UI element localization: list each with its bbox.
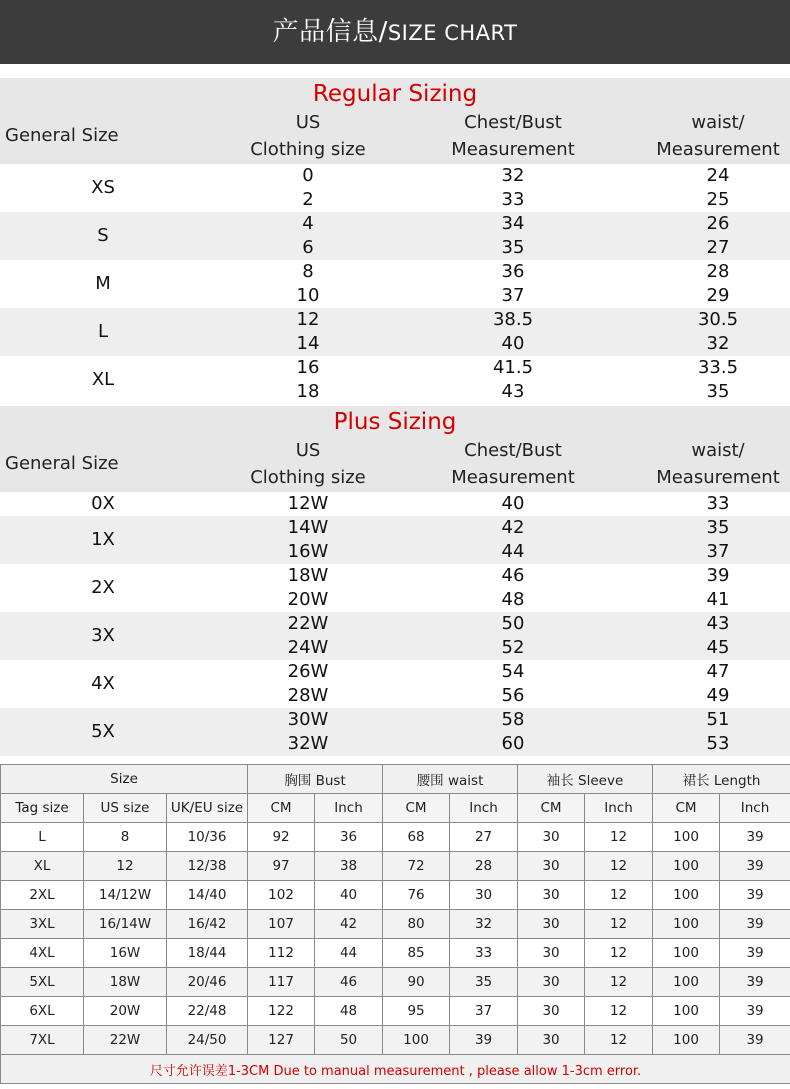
group-header-cell: Size bbox=[1, 765, 248, 794]
table-cell: 30 bbox=[518, 881, 585, 910]
us-header bbox=[208, 108, 408, 163]
table-cell: 5XL bbox=[1, 968, 84, 997]
general-size-value: XS bbox=[91, 177, 115, 198]
measurement-table bbox=[0, 764, 790, 1084]
table-cell: 10/36 bbox=[167, 823, 248, 852]
us-header bbox=[208, 436, 408, 491]
chest-value: 43 bbox=[501, 381, 525, 402]
table-cell: 14/12W bbox=[84, 881, 167, 910]
plus-size-group bbox=[0, 516, 790, 564]
waist-value: 43 bbox=[706, 613, 730, 634]
table-cell: 46 bbox=[315, 968, 383, 997]
chest-value: 34 bbox=[501, 213, 525, 234]
table-cell: 2XL bbox=[1, 881, 84, 910]
table-cell: 72 bbox=[383, 852, 450, 881]
table-cell: 100 bbox=[653, 1026, 720, 1055]
waist-value: 45 bbox=[706, 637, 730, 658]
table-cell: 30 bbox=[518, 910, 585, 939]
us-header-line-2: Clothing size bbox=[250, 139, 366, 160]
us-value: 16 bbox=[296, 357, 320, 378]
table-cell: 12 bbox=[585, 823, 653, 852]
waist-value: 30.5 bbox=[697, 309, 739, 330]
us-value: 18W bbox=[287, 565, 329, 586]
table-cell: 12 bbox=[585, 968, 653, 997]
table-row bbox=[1, 1026, 790, 1055]
table-cell: 80 bbox=[383, 910, 450, 939]
table-cell: 48 bbox=[315, 997, 383, 1026]
table-cell: 39 bbox=[720, 939, 790, 968]
chest-value: 42 bbox=[501, 517, 525, 538]
sub-header-cell: US size bbox=[84, 794, 167, 823]
plus-size-group bbox=[0, 492, 790, 516]
table-cell: 16W bbox=[84, 939, 167, 968]
table-cell: 12/38 bbox=[167, 852, 248, 881]
us-value: 8 bbox=[302, 261, 314, 282]
table-cell: 12 bbox=[585, 939, 653, 968]
table-cell: 4XL bbox=[1, 939, 84, 968]
waist-value: 29 bbox=[706, 285, 730, 306]
regular-size-group bbox=[0, 308, 790, 356]
table-cell: 100 bbox=[653, 852, 720, 881]
table-cell: 100 bbox=[653, 997, 720, 1026]
general-size-value: 2X bbox=[91, 577, 115, 598]
us-value: 0 bbox=[302, 165, 314, 186]
table-cell: 30 bbox=[518, 1026, 585, 1055]
sub-header-cell: UK/EU size bbox=[167, 794, 248, 823]
table-cell: 12 bbox=[84, 852, 167, 881]
chest-value: 33 bbox=[501, 189, 525, 210]
general-size-value: S bbox=[97, 225, 109, 246]
sub-header-cell: Tag size bbox=[1, 794, 84, 823]
waist-header-line-1: waist/ bbox=[691, 440, 745, 461]
us-value: 26W bbox=[287, 661, 329, 682]
table-cell: 30 bbox=[450, 881, 518, 910]
chest-value: 40 bbox=[501, 493, 525, 514]
chest-header-line-2: Measurement bbox=[451, 139, 575, 160]
table-cell: 100 bbox=[653, 910, 720, 939]
table-cell: 22/48 bbox=[167, 997, 248, 1026]
group-header-cell: 胸围 Bust bbox=[248, 765, 383, 794]
table-cell: 50 bbox=[315, 1026, 383, 1055]
table-cell: 37 bbox=[450, 997, 518, 1026]
sub-header-cell: CM bbox=[653, 794, 720, 823]
plus-size-group bbox=[0, 612, 790, 660]
table-sub-header-row bbox=[1, 794, 790, 823]
us-value: 28W bbox=[287, 685, 329, 706]
chest-value: 38.5 bbox=[492, 309, 534, 330]
regular-size-group bbox=[0, 356, 790, 404]
table-cell: 32 bbox=[450, 910, 518, 939]
us-value: 4 bbox=[302, 213, 314, 234]
measurement-note: 尺寸允许误差1-3CM Due to manual measurement , please allow 1-3cm error. bbox=[1, 1055, 790, 1084]
table-cell: 3XL bbox=[1, 910, 84, 939]
chest-value: 56 bbox=[501, 685, 525, 706]
table-cell: 35 bbox=[450, 968, 518, 997]
plus-column-headers bbox=[0, 436, 790, 492]
table-row bbox=[1, 939, 790, 968]
us-value: 20W bbox=[287, 589, 329, 610]
chest-value: 58 bbox=[501, 709, 525, 730]
table-row bbox=[1, 997, 790, 1026]
table-cell: L bbox=[1, 823, 84, 852]
waist-value: 33.5 bbox=[697, 357, 739, 378]
us-value: 32W bbox=[287, 733, 329, 754]
table-cell: 30 bbox=[518, 939, 585, 968]
us-value: 12 bbox=[296, 309, 320, 330]
waist-value: 53 bbox=[706, 733, 730, 754]
table-cell: 39 bbox=[720, 823, 790, 852]
table-cell: 107 bbox=[248, 910, 315, 939]
sub-header-cell: Inch bbox=[585, 794, 653, 823]
table-cell: 16/42 bbox=[167, 910, 248, 939]
chest-value: 52 bbox=[501, 637, 525, 658]
group-header-cell: 裙长 Length bbox=[653, 765, 790, 794]
waist-value: 32 bbox=[706, 333, 730, 354]
table-row bbox=[1, 823, 790, 852]
table-cell: 40 bbox=[315, 881, 383, 910]
waist-value: 37 bbox=[706, 541, 730, 562]
table-cell: 12 bbox=[585, 997, 653, 1026]
general-size-value: M bbox=[95, 273, 111, 294]
table-cell: 12 bbox=[585, 910, 653, 939]
regular-size-group bbox=[0, 164, 790, 212]
table-cell: 112 bbox=[248, 939, 315, 968]
table-cell: 30 bbox=[518, 823, 585, 852]
table-cell: 90 bbox=[383, 968, 450, 997]
waist-value: 25 bbox=[706, 189, 730, 210]
table-cell: 100 bbox=[653, 939, 720, 968]
table-cell: 122 bbox=[248, 997, 315, 1026]
table-cell: 95 bbox=[383, 997, 450, 1026]
us-value: 14 bbox=[296, 333, 320, 354]
table-cell: 28 bbox=[450, 852, 518, 881]
us-value: 24W bbox=[287, 637, 329, 658]
table-cell: 76 bbox=[383, 881, 450, 910]
us-value: 22W bbox=[287, 613, 329, 634]
size-chart-header bbox=[0, 0, 790, 64]
us-header-line-1: US bbox=[295, 440, 321, 461]
waist-value: 39 bbox=[706, 565, 730, 586]
table-cell: 39 bbox=[720, 910, 790, 939]
table-cell: 42 bbox=[315, 910, 383, 939]
table-group-header-row bbox=[1, 765, 790, 794]
chest-value: 36 bbox=[501, 261, 525, 282]
table-cell: 127 bbox=[248, 1026, 315, 1055]
chest-header-line-1: Chest/Bust bbox=[464, 112, 562, 133]
sub-header-cell: CM bbox=[248, 794, 315, 823]
table-cell: 85 bbox=[383, 939, 450, 968]
table-cell: 68 bbox=[383, 823, 450, 852]
table-cell: 38 bbox=[315, 852, 383, 881]
table-cell: 36 bbox=[315, 823, 383, 852]
waist-value: 26 bbox=[706, 213, 730, 234]
chest-value: 48 bbox=[501, 589, 525, 610]
table-cell: 30 bbox=[518, 997, 585, 1026]
chest-value: 40 bbox=[501, 333, 525, 354]
table-cell: 12 bbox=[585, 1026, 653, 1055]
waist-value: 24 bbox=[706, 165, 730, 186]
us-value: 18 bbox=[296, 381, 320, 402]
sub-header-cell: Inch bbox=[450, 794, 518, 823]
chest-value: 60 bbox=[501, 733, 525, 754]
waist-value: 27 bbox=[706, 237, 730, 258]
chest-value: 32 bbox=[501, 165, 525, 186]
table-cell: 6XL bbox=[1, 997, 84, 1026]
waist-header-line-2: Measurement bbox=[656, 139, 780, 160]
sub-header-cell: CM bbox=[518, 794, 585, 823]
table-cell: 7XL bbox=[1, 1026, 84, 1055]
group-header-cell: 袖长 Sleeve bbox=[518, 765, 653, 794]
plus-size-group bbox=[0, 708, 790, 756]
us-value: 14W bbox=[287, 517, 329, 538]
general-size-value: 0X bbox=[91, 493, 115, 514]
general-size-value: L bbox=[97, 321, 109, 342]
table-cell: 39 bbox=[450, 1026, 518, 1055]
table-cell: 39 bbox=[720, 968, 790, 997]
table-cell: 39 bbox=[720, 852, 790, 881]
table-cell: 8 bbox=[84, 823, 167, 852]
general-size-header: General Size bbox=[5, 125, 119, 146]
chest-value: 50 bbox=[501, 613, 525, 634]
general-size-value: 4X bbox=[91, 673, 115, 694]
chest-value: 46 bbox=[501, 565, 525, 586]
sub-header-cell: CM bbox=[383, 794, 450, 823]
chest-header-line-2: Measurement bbox=[451, 467, 575, 488]
us-value: 30W bbox=[287, 709, 329, 730]
general-size-value: XL bbox=[91, 369, 115, 390]
plus-size-group bbox=[0, 564, 790, 612]
table-row bbox=[1, 910, 790, 939]
general-size-value: 1X bbox=[91, 529, 115, 550]
chest-value: 44 bbox=[501, 541, 525, 562]
table-cell: 27 bbox=[450, 823, 518, 852]
chest-header bbox=[413, 436, 613, 491]
table-cell: 18/44 bbox=[167, 939, 248, 968]
chest-value: 41.5 bbox=[492, 357, 534, 378]
sub-header-cell: Inch bbox=[315, 794, 383, 823]
waist-value: 33 bbox=[706, 493, 730, 514]
table-cell: 16/14W bbox=[84, 910, 167, 939]
general-size-value: 3X bbox=[91, 625, 115, 646]
table-cell: 18W bbox=[84, 968, 167, 997]
chest-header bbox=[413, 108, 613, 163]
table-cell: 100 bbox=[653, 968, 720, 997]
header-title-cn: 产品信息/ bbox=[272, 17, 388, 47]
table-cell: 100 bbox=[383, 1026, 450, 1055]
chest-header-line-1: Chest/Bust bbox=[464, 440, 562, 461]
waist-value: 51 bbox=[706, 709, 730, 730]
regular-size-group bbox=[0, 212, 790, 260]
table-cell: 39 bbox=[720, 881, 790, 910]
waist-value: 35 bbox=[706, 517, 730, 538]
chest-value: 54 bbox=[501, 661, 525, 682]
table-cell: 102 bbox=[248, 881, 315, 910]
us-value: 2 bbox=[302, 189, 314, 210]
general-size-value: 5X bbox=[91, 721, 115, 742]
table-cell: 22W bbox=[84, 1026, 167, 1055]
regular-title: Regular Sizing bbox=[0, 78, 790, 108]
table-cell: 100 bbox=[653, 881, 720, 910]
table-cell: 12 bbox=[585, 881, 653, 910]
table-cell: 20W bbox=[84, 997, 167, 1026]
table-cell: 30 bbox=[518, 968, 585, 997]
group-header-cell: 腰围 waist bbox=[383, 765, 518, 794]
header-title-en: SIZE CHART bbox=[387, 21, 518, 45]
plus-title: Plus Sizing bbox=[0, 406, 790, 436]
table-cell: 117 bbox=[248, 968, 315, 997]
waist-header bbox=[618, 108, 790, 163]
sub-header-cell: Inch bbox=[720, 794, 790, 823]
table-cell: 100 bbox=[653, 823, 720, 852]
table-cell: 39 bbox=[720, 997, 790, 1026]
table-cell: 14/40 bbox=[167, 881, 248, 910]
table-note-row bbox=[1, 1055, 790, 1084]
us-value: 6 bbox=[302, 237, 314, 258]
waist-value: 28 bbox=[706, 261, 730, 282]
regular-size-group bbox=[0, 260, 790, 308]
us-value: 10 bbox=[296, 285, 320, 306]
table-cell: 97 bbox=[248, 852, 315, 881]
us-value: 12W bbox=[287, 493, 329, 514]
chest-value: 37 bbox=[501, 285, 525, 306]
us-header-line-1: US bbox=[295, 112, 321, 133]
waist-header bbox=[618, 436, 790, 491]
table-cell: 44 bbox=[315, 939, 383, 968]
us-value: 16W bbox=[287, 541, 329, 562]
table-cell: 24/50 bbox=[167, 1026, 248, 1055]
general-size-header: General Size bbox=[5, 453, 119, 474]
table-cell: 20/46 bbox=[167, 968, 248, 997]
waist-value: 47 bbox=[706, 661, 730, 682]
table-cell: 12 bbox=[585, 852, 653, 881]
waist-value: 49 bbox=[706, 685, 730, 706]
us-header-line-2: Clothing size bbox=[250, 467, 366, 488]
table-cell: 33 bbox=[450, 939, 518, 968]
table-row bbox=[1, 852, 790, 881]
table-cell: XL bbox=[1, 852, 84, 881]
regular-column-headers bbox=[0, 108, 790, 164]
waist-value: 35 bbox=[706, 381, 730, 402]
table-cell: 39 bbox=[720, 1026, 790, 1055]
table-row bbox=[1, 881, 790, 910]
plus-size-group bbox=[0, 660, 790, 708]
table-cell: 30 bbox=[518, 852, 585, 881]
table-row bbox=[1, 968, 790, 997]
waist-header-line-1: waist/ bbox=[691, 112, 745, 133]
table-cell: 92 bbox=[248, 823, 315, 852]
waist-value: 41 bbox=[706, 589, 730, 610]
waist-header-line-2: Measurement bbox=[656, 467, 780, 488]
chest-value: 35 bbox=[501, 237, 525, 258]
